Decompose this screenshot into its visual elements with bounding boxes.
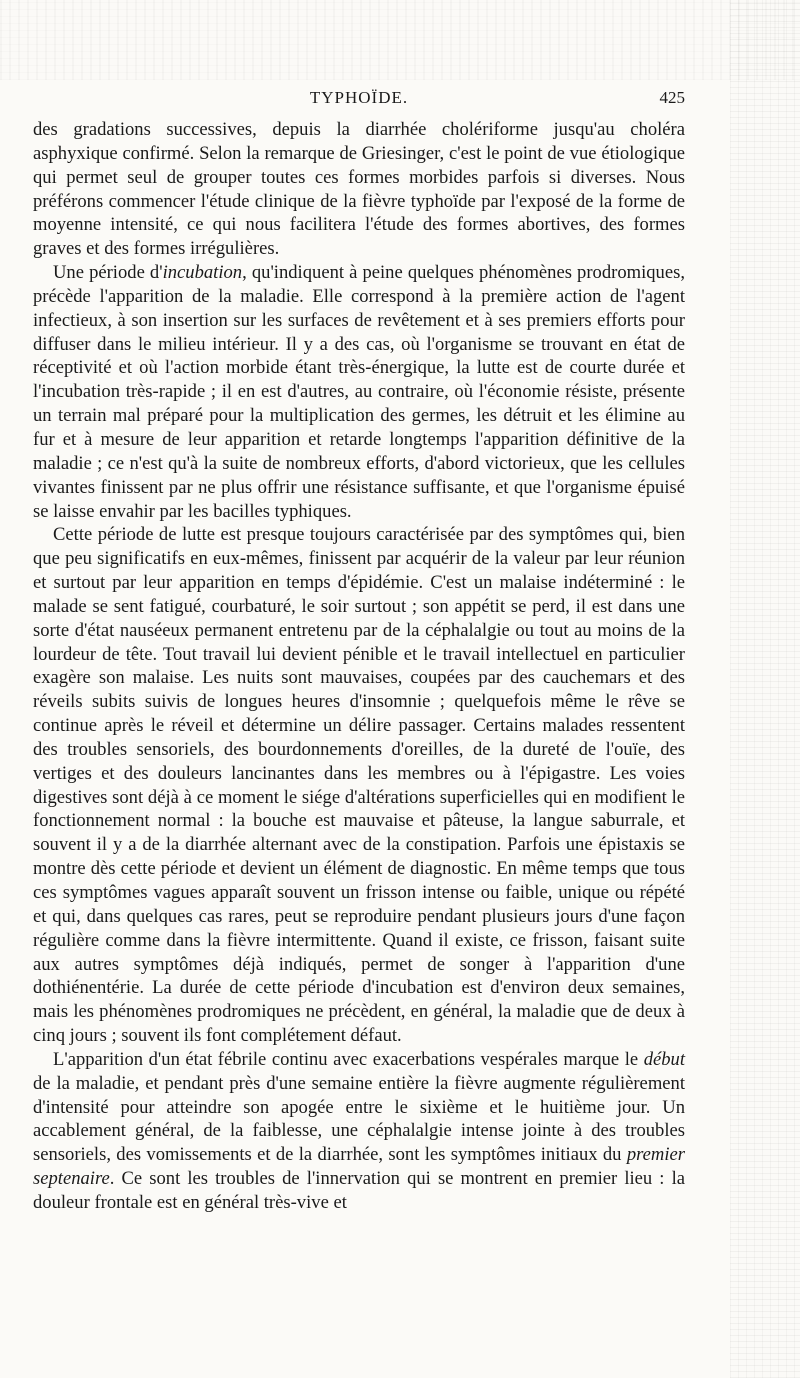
text-run: , qu'indiquent à peine quelques phénomènes prodromiques, précède l'apparition de la maladie. Elle correspond à la première action de l'agent infectieux, à son insertion sur les surfaces de revêtement et à ses premiers efforts pour diffuser dans le milieu intérieur. Il y a des cas, où l'organisme se trouvant en état de réceptivité et où l'action morbide étant très-énergique, la lutte est de courte durée et l'incubation très-rapide ; il en est d'autres, au contraire, où l'économie résiste, présente un terrain mal préparé pour la multiplication des germes, les détruit et les élimine au fur et à mesure de leur apparition et retarde longtemps l'apparition définitive de la maladie ; ce n'est qu'à la suite de nombreux efforts, d'abord victorieux, que les cellules vivantes finissent par ne plus offrir une résistance suffisante, et que l'organisme épuisé se laisse envahir par les bacilles typhiques. [33,262,685,522]
text-run: Cette période de lutte est presque toujours caractérisée par des symptômes qui, bien que peu significatifs en eux-mêmes, finissent par acquérir de la valeur par leur réunion et surtout par leur apparition en temps d'épidémie. C'est un malaise indéterminé : le malade se sent fatigué, courbaturé, le soir surtout ; son appétit se perd, il est dans une sorte d'état nauséeux permanent entretenu par de la céphalalgie ou tout au moins de la lourdeur de tête. Tout travail lui devient pénible et le travail intellectuel en particulier exagère son malaise. Les nuits sont mauvaises, coupées par des cauchemars et des réveils subits suivis de longues heures d'insomnie ; quelquefois même le rêve se continue après le réveil et détermine un délire passager. Certains malades ressentent des troubles sensoriels, des bourdonnements d'oreilles, de la dureté de l'ouïe, des vertiges et des douleurs lancinantes dans les membres ou à l'épigastre. Les voies digestives sont déjà à ce moment le siége d'altérations superficielles qui en modifient le fonctionnement normal : la bouche est mauvaise et pâteuse, la langue saburrale, et souvent il y a de la diarrhée alternant avec de la constipation. Parfois une épistaxis se montre dès cette période et devient un élément de diagnostic. En même temps que tous ces symptômes vagues apparaît souvent un frisson intense ou faible, unique ou répété et qui, dans quelques cas rares, peut se reproduire pendant plusieurs jours d'une façon régulière comme dans la fièvre intermittente. Quand il existe, ce frisson, faisant suite aux autres symptômes déjà indiqués, permet de songer à l'apparition d'une dothiénentérie. La durée de cette période d'incubation est d'environ deux semaines, mais les phénomènes prodromiques ne précèdent, en général, la maladie que de deux à cinq jours ; souvent ils font complétement défaut. [33,524,685,1047]
text-run: . Ce sont les troubles de l'innervation qui se montrent en premier lieu : la douleur frontale est en général très-vive et [33,1168,685,1213]
italic-term: premier septenaire [33,1144,685,1190]
running-title: TYPHOÏDE. [309,88,409,107]
page-header [33,88,685,118]
book-page [33,88,685,1215]
scan-noise-right-margin [730,0,800,1378]
text-run: L'apparition d'un état fébrile continu avec exacerbations vespérales marque le [53,1048,644,1070]
italic-term: début [643,1048,685,1070]
paragraph [33,1048,685,1215]
text-run: Une période d' [53,262,163,284]
scan-noise-top [0,0,800,80]
text-run: des gradations successives, depuis la diarrhée cholériforme jusqu'au choléra asphyxique confirmé. Selon la remarque de Griesinger, c'est le point de vue étiologique qui permet seul de grouper toutes ces formes morbides parfois si diverses. Nous préférons commencer l'étude clinique de la fièvre typhoïde par l'exposé de la forme de moyenne intensité, ce qui nous facilitera l'étude des formes abortives, des formes graves et des formes irrégulières. [33,119,685,260]
paragraph [33,261,685,523]
body-text [33,118,685,1215]
page-number: 425 [659,88,685,107]
paragraph [33,523,685,1048]
italic-term: incubation [162,262,243,284]
paragraph [33,118,685,261]
text-run: de la maladie, et pendant près d'une semaine entière la fièvre augmente régulièrement d'intensité pour atteindre son apogée entre le sixième et le huitième jour. Un accablement général, de la faiblesse, une céphalalgie intense jointe à des troubles sensoriels, des vomissements et de la diarrhée, sont les symptômes initiaux du [33,1072,685,1166]
